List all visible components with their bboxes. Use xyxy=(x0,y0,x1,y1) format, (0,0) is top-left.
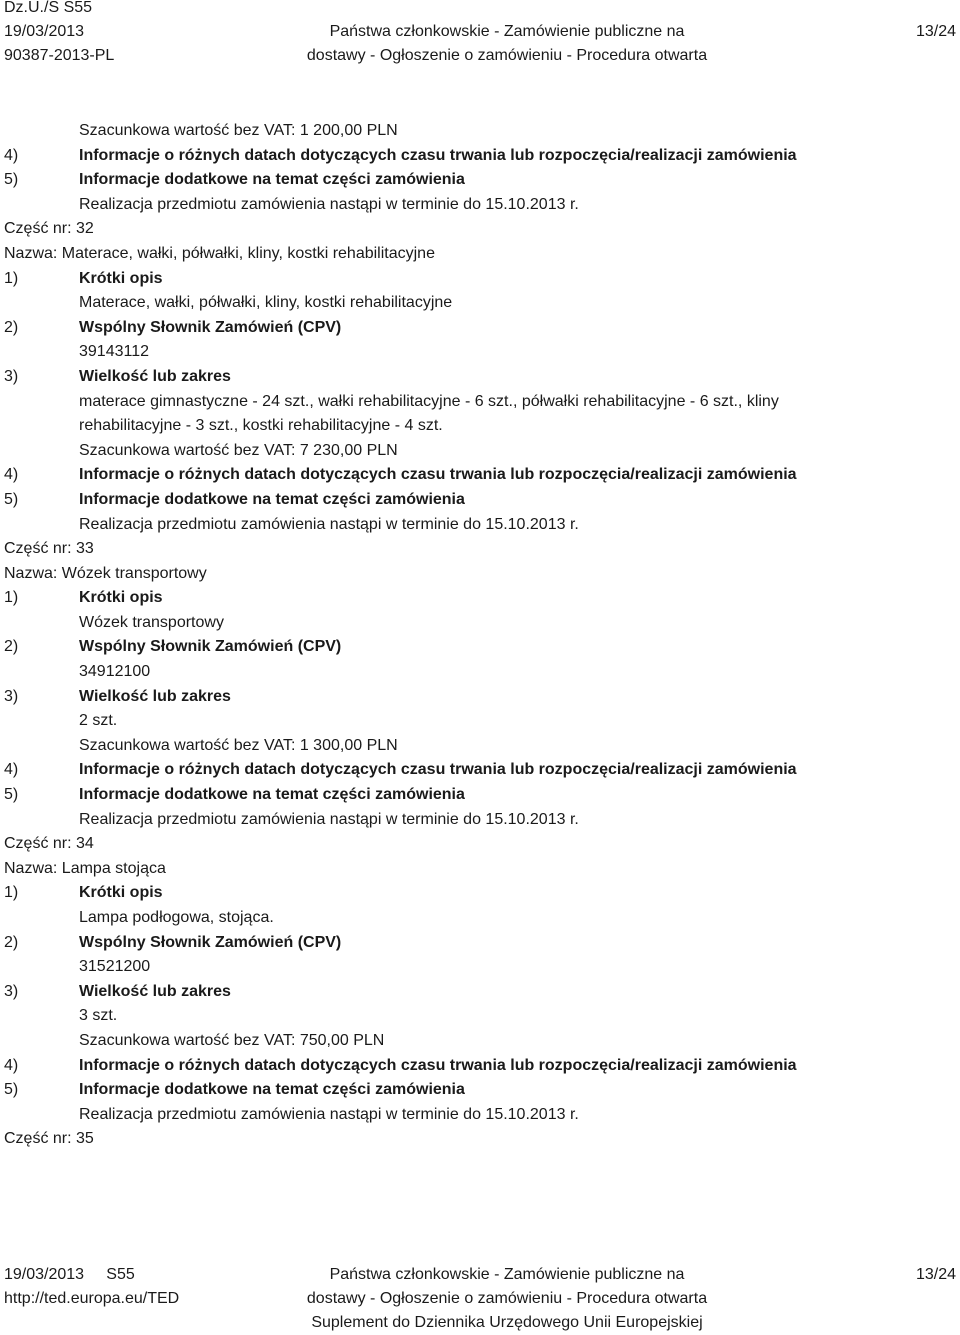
scope-text: 3 szt. xyxy=(79,1007,118,1025)
section-4-heading: 4) Informacje o różnych datach dotyczących czasu trwania lub rozpoczęcia/realizacji zamówienia xyxy=(4,146,797,164)
part-name: Nazwa: Wózek transportowy xyxy=(4,564,207,582)
part-name: Nazwa: Materace, wałki, półwałki, kliny, kostki rehabilitacyjne xyxy=(4,244,435,262)
section-3-heading: 3) Wielkość lub zakres xyxy=(4,687,231,705)
section-5-heading: 5) Informacje dodatkowe na temat części zamówienia xyxy=(4,1081,465,1099)
document-body xyxy=(4,119,956,1152)
estimated-value-line xyxy=(4,119,956,144)
section-3-heading: 3) Wielkość lub zakres xyxy=(4,982,231,1000)
realization-note: Realizacja przedmiotu zamówienia nastąpi w terminie do 15.10.2013 r. xyxy=(79,810,579,828)
section-4-heading: 4) Informacje o różnych datach dotyczących czasu trwania lub rozpoczęcia/realizacji zamówienia xyxy=(4,466,797,484)
cpv-code: 39143112 xyxy=(79,343,149,361)
short-description: Wózek transportowy xyxy=(79,613,224,631)
footer-title-line2: dostawy - Ogłoszenie o zamówieniu - Procedura otwarta xyxy=(306,1290,708,1307)
short-description: Lampa podłogowa, stojąca. xyxy=(79,909,274,926)
realization-note: Realizacja przedmiotu zamówienia nastąpi w terminie do 15.10.2013 r. xyxy=(79,515,579,533)
estimated-value-line: Szacunkowa wartość bez VAT: 7 230,00 PLN xyxy=(79,441,398,459)
cpv-code: 31521200 xyxy=(79,958,151,976)
section-5-heading: 5) Informacje dodatkowe na temat części zamówienia xyxy=(4,490,465,508)
section-2-heading: 2) Wspólny Słownik Zamówień (CPV) xyxy=(4,318,342,336)
section-5-heading: 5) Informacje dodatkowe na temat części zamówienia xyxy=(4,171,465,189)
footer-date-series: 19/03/2013 S55 xyxy=(4,1266,135,1283)
section-1-heading: 1) Krótki opis xyxy=(4,589,163,607)
section-2-heading: 2) Wspólny Słownik Zamówień (CPV) xyxy=(4,933,342,951)
part-name: Nazwa: Lampa stojąca xyxy=(4,859,166,877)
header-date: 19/03/2013 xyxy=(4,23,85,40)
section-2-heading: 2) Wspólny Słownik Zamówień (CPV) xyxy=(4,638,342,656)
realization-note: Realizacja przedmiotu zamówienia nastąpi w terminie do 15.10.2013 r. xyxy=(79,1105,579,1123)
footer-title-line1: Państwa członkowskie - Zamówienie publiczne na xyxy=(329,1266,685,1283)
section-3-heading: 3) Wielkość lub zakres xyxy=(4,367,231,385)
estimated-value: Szacunkowa wartość bez VAT: 1 200,00 PLN xyxy=(79,122,398,139)
estimated-value-line: Szacunkowa wartość bez VAT: 1 300,00 PLN xyxy=(79,736,398,754)
header-title-line2: dostawy - Ogłoszenie o zamówieniu - Procedura otwarta xyxy=(306,47,708,64)
footer-supplement: Suplement do Dziennika Urzędowego Unii Europejskiej xyxy=(311,1314,703,1331)
section-1-heading: 1) Krótki opis xyxy=(4,269,163,287)
section-1-heading: 1) Krótki opis xyxy=(4,884,163,902)
footer-page-number: 13/24 xyxy=(915,1266,956,1283)
section-5-heading: 5) Informacje dodatkowe na temat części zamówienia xyxy=(4,786,465,804)
cpv-code: 34912100 xyxy=(79,663,151,681)
scope-text: 2 szt. xyxy=(79,712,118,730)
page-header xyxy=(0,0,960,66)
scope-text: materace gimnastyczne - 24 szt., wałki rehabilitacyjne - 6 szt., półwałki rehabilitacyjne - 6 szt., kliny rehabilitacyjne - 3 szt., kostki rehabilitacyjne - 4 szt. xyxy=(79,392,779,435)
section-4-heading: 4) Informacje o różnych datach dotyczących czasu trwania lub rozpoczęcia/realizacji zamówienia xyxy=(4,1056,797,1074)
estimated-value-line: Szacunkowa wartość bez VAT: 750,00 PLN xyxy=(79,1031,385,1049)
realization-note: Realizacja przedmiotu zamówienia nastąpi w terminie do 15.10.2013 r. xyxy=(79,195,579,213)
part-number: Część nr: 34 xyxy=(4,835,94,853)
part-number: Część nr: 35 xyxy=(4,1130,94,1148)
notice-number: 90387-2013-PL xyxy=(4,47,115,64)
header-page-number: 13/24 xyxy=(915,23,956,40)
journal-reference: Dz.U./S S55 xyxy=(4,0,93,16)
page-footer xyxy=(0,1261,960,1334)
footer-url: http://ted.europa.eu/TED xyxy=(4,1290,180,1307)
section-4-heading: 4) Informacje o różnych datach dotyczących czasu trwania lub rozpoczęcia/realizacji zamówienia xyxy=(4,761,797,779)
part-number: Część nr: 33 xyxy=(4,540,94,558)
header-title-line1: Państwa członkowskie - Zamówienie publiczne na xyxy=(329,23,685,40)
part-number: Część nr: 32 xyxy=(4,220,94,238)
short-description: Materace, wałki, półwałki, kliny, kostki rehabilitacyjne xyxy=(79,294,453,312)
